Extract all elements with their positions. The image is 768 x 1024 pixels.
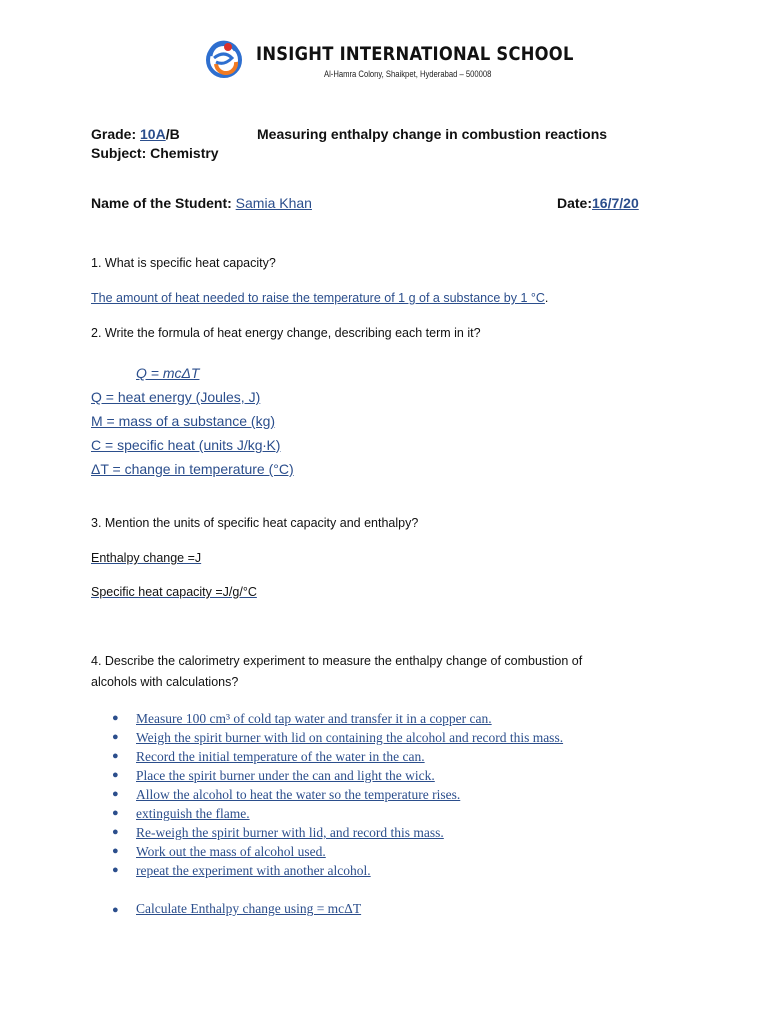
formula-line-dt: ΔT = change in temperature (°C) — [91, 461, 294, 477]
bullet-icon: ● — [112, 712, 119, 724]
date-value: 16/7/20 — [592, 195, 639, 211]
answer-1-text: The amount of heat needed to raise the temperature of 1 g of a substance by 1 °C — [91, 291, 545, 305]
grade-value: 10A — [140, 126, 166, 142]
question-3: 3. Mention the units of specific heat capacity and enthalpy? — [91, 516, 419, 530]
list-item — [112, 861, 563, 880]
student-name: Samia Khan — [235, 195, 312, 211]
step-text: Record the initial temperature of the water in the can. — [136, 749, 425, 764]
topic-title: Measuring enthalpy change in combustion reactions — [257, 126, 608, 142]
step-text: extinguish the flame. — [136, 806, 250, 821]
step-text: Allow the alcohol to heat the water so the temperature rises. — [136, 787, 461, 802]
list-item — [112, 747, 563, 766]
list-item — [112, 823, 563, 842]
grade-suffix: /B — [165, 126, 180, 142]
final-step — [112, 899, 361, 920]
formula-line-m: M = mass of a substance (kg) — [91, 413, 276, 429]
bullet-icon: ● — [112, 750, 119, 762]
student-label: Name of the Student: — [91, 195, 232, 211]
school-address: Al-Hamra Colony, Shaikpet, Hyderabad – 500008 — [324, 69, 492, 79]
question-2: 2. Write the formula of heat energy change, describing each term in it? — [91, 326, 481, 340]
experiment-steps-list — [112, 709, 563, 880]
list-item — [112, 766, 563, 785]
step-text: Work out the mass of alcohol used. — [136, 844, 326, 859]
question-4-line-1: 4. Describe the calorimetry experiment to measure the enthalpy change of combustion of — [91, 654, 583, 668]
step-text: Weigh the spirit burner with lid on containing the alcohol and record this mass. — [136, 730, 564, 745]
list-item — [112, 785, 563, 804]
formula-line-q: Q = heat energy (Joules, J) — [91, 389, 261, 405]
date-line — [557, 195, 639, 211]
list-item — [112, 728, 563, 747]
formula-line-c: C = specific heat (units J/kg∙K) — [91, 437, 281, 453]
bullet-icon: ● — [112, 731, 119, 743]
question-4-line-2: alcohols with calculations? — [91, 675, 239, 689]
answer-1: The amount of heat needed to raise the temperature of 1 g of a substance by 1 °C. — [91, 291, 549, 305]
list-item — [112, 842, 563, 861]
bullet-icon: ● — [112, 904, 119, 916]
grade-line — [91, 126, 180, 142]
date-label: Date: — [557, 195, 593, 211]
bullet-icon: ● — [112, 807, 119, 819]
list-item — [112, 804, 563, 823]
bullet-icon: ● — [112, 864, 119, 876]
formula-main: Q = mcΔT — [136, 365, 200, 381]
student-line — [91, 195, 312, 211]
bullet-icon: ● — [112, 788, 119, 800]
bullet-icon: ● — [112, 769, 119, 781]
step-text: Measure 100 cm³ of cold tap water and transfer it in a copper can. — [136, 711, 492, 726]
list-item — [112, 709, 563, 728]
question-1: 1. What is specific heat capacity? — [91, 256, 276, 270]
answer-3-enthalpy: Enthalpy change =J — [91, 551, 202, 565]
school-logo-icon — [206, 40, 242, 78]
step-text: Place the spirit burner under the can and light the wick. — [136, 768, 435, 783]
subject-line: Subject: Chemistry — [91, 145, 219, 161]
answer-3-specific-heat: Specific heat capacity =J/g/°C — [91, 585, 257, 599]
bullet-icon: ● — [112, 826, 119, 838]
grade-label: Grade: — [91, 126, 137, 142]
step-text: Re-weigh the spirit burner with lid, and record this mass. — [136, 825, 444, 840]
step-text: repeat the experiment with another alcohol. — [136, 863, 371, 878]
school-name: INSIGHT INTERNATIONAL SCHOOL — [256, 43, 574, 65]
bullet-icon: ● — [112, 845, 119, 857]
final-step-text: Calculate Enthalpy change using = mcΔT — [136, 901, 362, 916]
